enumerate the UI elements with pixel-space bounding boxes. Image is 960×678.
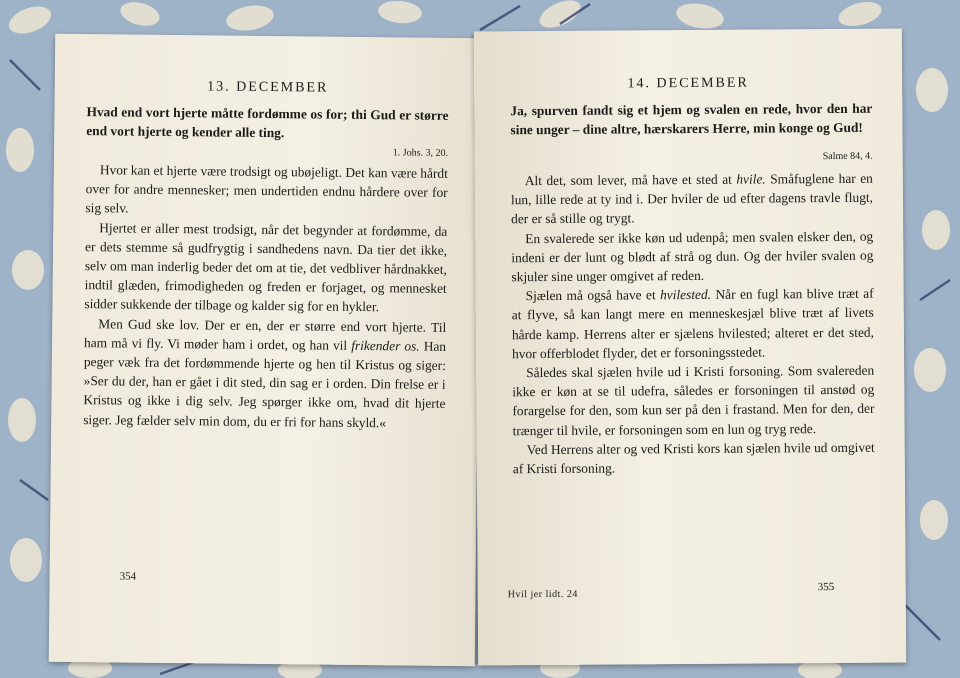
- left-p3-italic: frikender os.: [351, 337, 420, 354]
- right-page-number: 355: [817, 580, 835, 594]
- right-page-signature: Hvil jer lidt. 24: [507, 588, 578, 601]
- right-p3-end: Når en fugl kan blive træt af at flyve, så kan langt mere en menneskesjæl blive træt af livets hårde kamp. Herrens alter er sjælens hvilested; alteret er det sted, hvor offerblodet flyder, det er forsoningsstedet.: [511, 285, 874, 362]
- left-paragraph-1: Hvor kan et hjerte være trodsigt og ubøjeligt. Det kan være hårdt over for andre mennesker; men undertiden endnu hårdere over for sig selv.: [85, 162, 448, 216]
- right-p1-italic: hvile.: [736, 171, 766, 187]
- left-page-body: [83, 160, 448, 433]
- right-paragraph-2: En svalerede ser ikke køn ud udenpå; men svalen elsker den, og indeni er der lunt og blødt af strå og dun. Og der hviler svalen og skjuler sine unger omgivet af reden.: [511, 228, 874, 285]
- right-page-body: [511, 169, 875, 479]
- right-paragraph-5: Ved Herrens alter og ved Kristi kors kan sjælen hvile ud omgivet af Kristi forsoning.: [512, 439, 875, 477]
- right-p3-italic: hvilested.: [660, 287, 712, 303]
- left-page-number: 354: [119, 570, 137, 583]
- left-page-verse: Hvad end vort hjerte måtte fordømme os for; thi Gud er større end vort hjerte og kender alle ting.: [86, 104, 449, 141]
- right-page-verse: Ja, spurven fandt sig et hjem og svalen en rede, hvor den har sine unger – dine altre, hærskarers Herre, min konge og Gud!: [510, 100, 873, 138]
- right-paragraph-1: [511, 169, 873, 229]
- right-p1-end: Småfuglene har en lun, lille rede at ty ind i. Der hviler de ud efter dagens travle flugt, der er så stille og trygt.: [510, 170, 874, 227]
- right-paragraph-3: [512, 284, 875, 363]
- right-page: [474, 29, 906, 666]
- right-p3-start: Sjælen må også have et: [525, 287, 661, 304]
- right-page-reference: Salme 84, 4.: [822, 150, 873, 163]
- left-paragraph-3: [83, 314, 446, 433]
- left-page-reference: 1. Johs. 3, 20.: [392, 147, 449, 159]
- right-page-heading: 14. DECEMBER: [627, 75, 749, 92]
- left-p3-start: Men Gud ske lov. Der er en, der er større end vort hjerte. Til ham må vi fly. Vi møder ham i ordet, og han vil: [83, 315, 447, 353]
- left-page: [49, 34, 482, 666]
- right-p1-start: Alt det, som lever, må have et sted at: [524, 171, 737, 189]
- left-paragraph-2: Hjertet er aller mest trodsigt, når det begynder at fordømme, da er dets stemme så gudfrygtig i sandhedens navn. Da tier det ikke, selv om man inderlig beder det om at tie, det vedbliver hårdnakket, indtil glæden, frimodigheden og freden er forjaget, og mennesket sidder sukkende der tilbage og kalder sig for en hykler.: [84, 219, 448, 315]
- left-page-heading: 13. DECEMBER: [207, 79, 329, 96]
- left-p3-end: Han peger væk fra det fordømmende hjerte og hen til Kristus og siger: »Ser du der, han er gået i dit sted, din sag er i orden. Din frelse er i Kristus og ikke i dig selv. Jeg spørger ikke om, hvad dit hjerte siger. Jeg fælder selv min dom, du er fri for hans skyld.«: [83, 338, 447, 430]
- right-paragraph-4: Således skal sjælen hvile ud i Kristi forsoning. Som svalereden ikke er køn at se til udefra, således er forsoningen til anstød og forargelse for den, som kun ser på den i frastand. Men for den, der trænger til hvile, er forsoningen som en lun og tryg rede.: [512, 362, 875, 438]
